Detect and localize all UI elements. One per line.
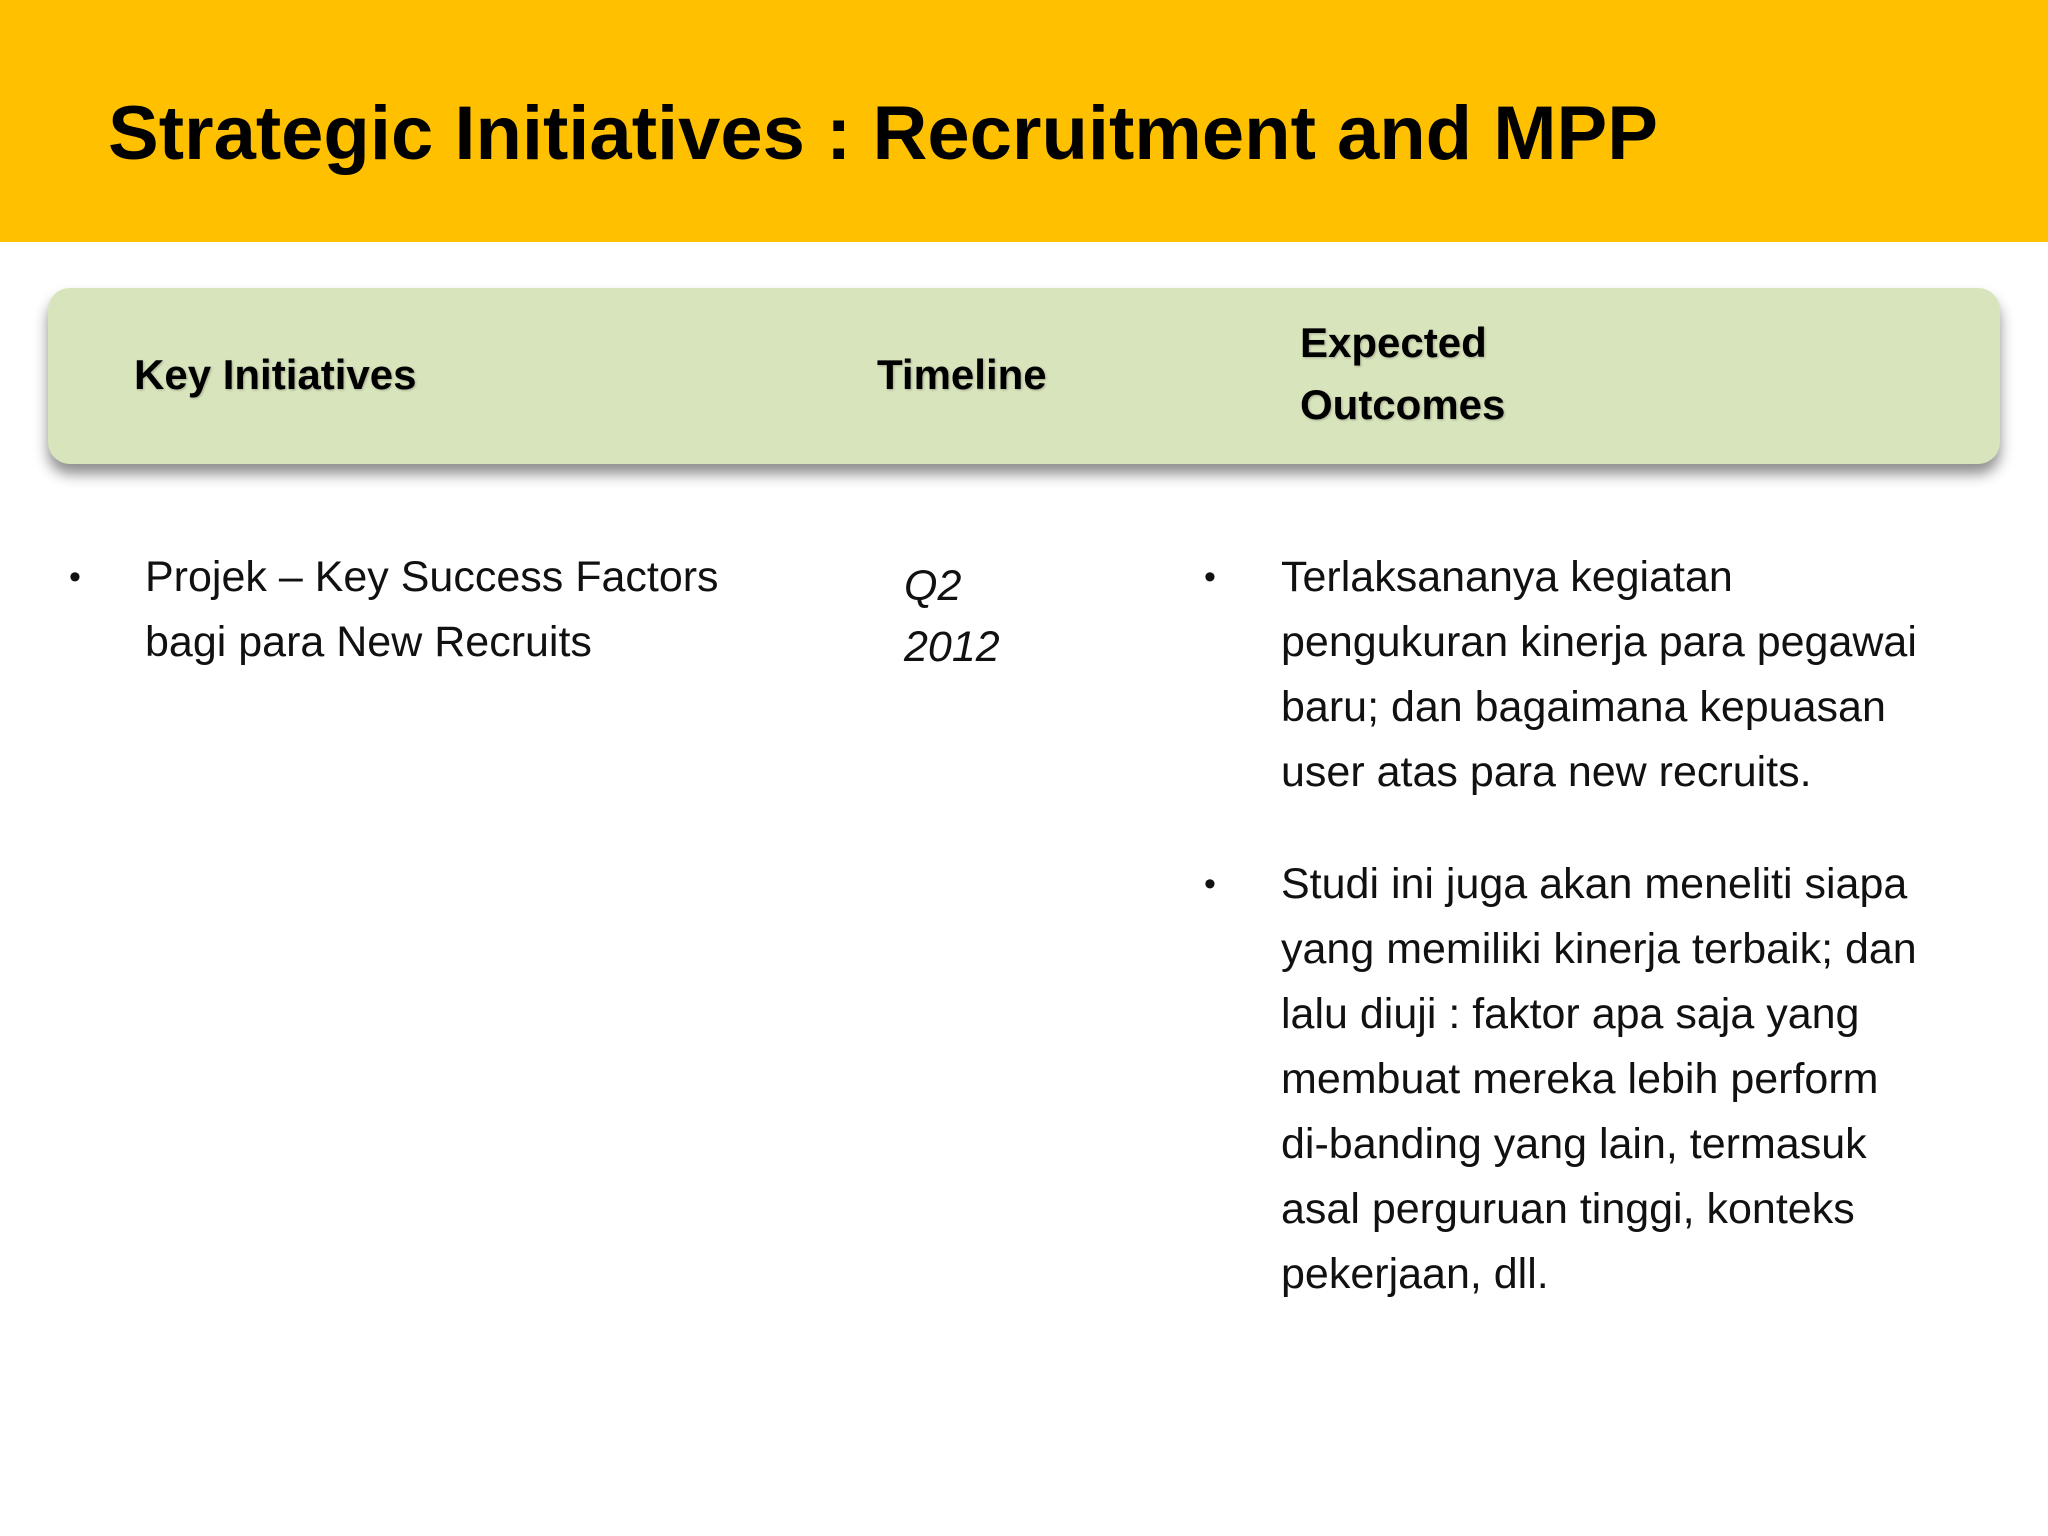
outcome-text: Terlaksananya kegiatan pengukuran kinerja para pegawai baru; dan bagaimana kepuasan user atas para new recruits. <box>1281 553 1917 796</box>
column-header-timeline: Timeline <box>877 351 1047 398</box>
slide-title: Strategic Initiatives : Recruitment and MPP <box>108 91 1658 176</box>
title-banner <box>0 0 2048 242</box>
list-item <box>69 545 805 675</box>
bullet-icon: • <box>1204 865 1216 903</box>
expected-outcomes-list <box>1204 545 1921 1307</box>
key-initiatives-list <box>69 545 805 675</box>
bullet-icon: • <box>69 558 81 596</box>
timeline-year: 2012 <box>904 623 1000 671</box>
initiative-text: Projek – Key Success Factors bagi para New Recruits <box>145 553 719 666</box>
bullet-icon: • <box>1204 558 1216 596</box>
table-header-band <box>48 288 2000 464</box>
column-header-key-initiatives: Key Initiatives <box>134 351 417 398</box>
list-item <box>1204 545 1921 805</box>
list-item <box>1204 852 1921 1307</box>
timeline-value <box>904 556 1104 678</box>
outcome-text: Studi ini juga akan meneliti siapa yang memiliki kinerja terbaik; dan lalu diuji : faktor apa saja yang membuat mereka lebih perform di-banding yang lain, termasuk asal perguruan tinggi, konteks pekerjaan, dll. <box>1281 860 1917 1298</box>
column-header-expected-outcomes: Expected Outcomes <box>1300 319 1506 428</box>
timeline-quarter: Q2 <box>904 562 962 610</box>
